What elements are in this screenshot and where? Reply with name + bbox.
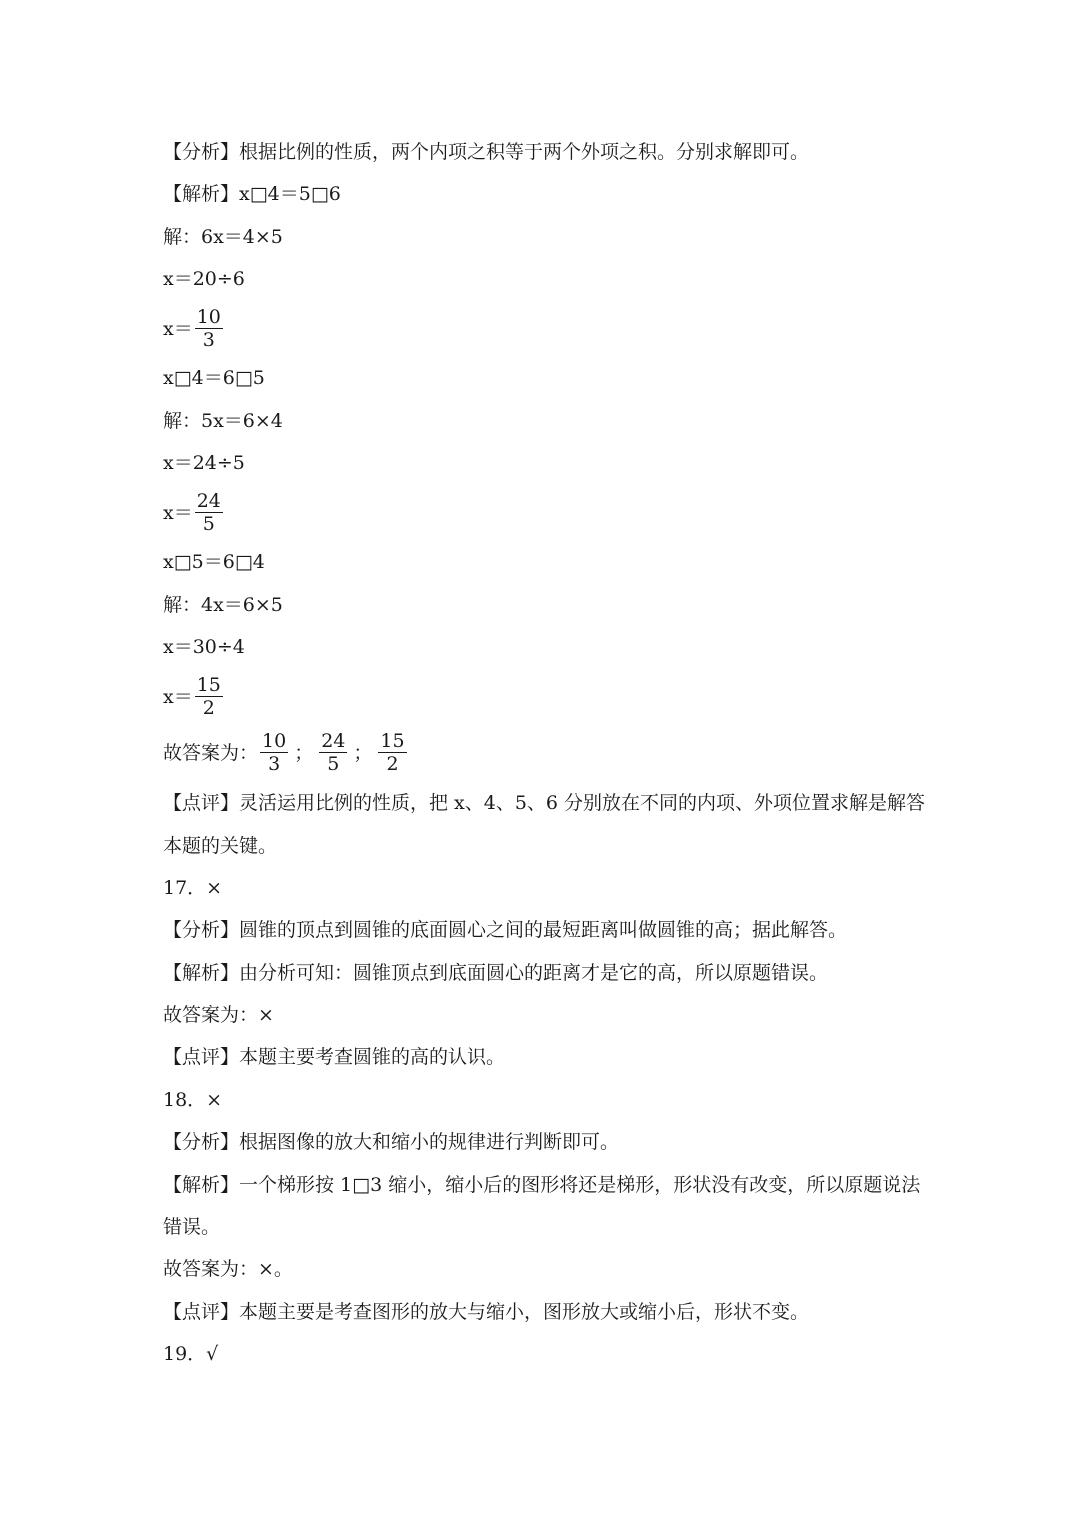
- comment-line: 【点评】灵活运用比例的性质，把 x、4、5、6 分别放在不同的内项、外项位置求解是解答: [163, 792, 926, 814]
- solution-step: 解：4x＝6×5: [163, 594, 283, 616]
- result-prefix: x＝: [163, 685, 193, 708]
- fraction-numerator: 24: [196, 490, 221, 512]
- fraction: [195, 674, 223, 719]
- solution-line-continued: 错误。: [163, 1216, 221, 1238]
- separator: ；: [294, 741, 314, 764]
- solution-header-line: 【解析】由分析可知：圆锥顶点到底面圆心的距离才是它的高，所以原题错误。: [163, 962, 829, 984]
- fraction-numerator: 24: [321, 730, 346, 752]
- separator: ；: [353, 741, 373, 764]
- solution-step: x□4＝6□5: [163, 367, 265, 389]
- question-number: 18．×: [163, 1089, 223, 1111]
- fraction-denominator: 5: [202, 513, 215, 535]
- solution-step: 解：6x＝4×5: [163, 226, 283, 248]
- question-number: 17．×: [163, 877, 223, 899]
- fraction-denominator: 2: [202, 697, 215, 719]
- fraction: [260, 730, 288, 775]
- fraction-numerator: 15: [196, 674, 221, 696]
- analysis-line: 【分析】圆锥的顶点到圆锥的底面圆心之间的最短距离叫做圆锥的高；据此解答。: [163, 919, 848, 941]
- fraction-numerator: 15: [380, 730, 405, 752]
- fraction-numerator: 10: [262, 730, 287, 752]
- answer-line: 故答案为：×: [163, 1004, 274, 1026]
- analysis-line: 【分析】根据比例的性质，两个内项之积等于两个外项之积。分别求解即可。: [163, 141, 810, 163]
- comment-line-continued: 本题的关键。: [163, 835, 278, 857]
- analysis-line: 【分析】根据图像的放大和缩小的规律进行判断即可。: [163, 1131, 620, 1153]
- fraction-denominator: 3: [268, 753, 281, 775]
- solution-step: x＝24÷5: [163, 452, 245, 474]
- comment-line: 【点评】本题主要是考查图形的放大与缩小，图形放大或缩小后，形状不变。: [163, 1301, 810, 1323]
- answer-line: 故答案为：×。: [163, 1258, 293, 1280]
- solution-header-line: 【解析】一个梯形按 1□3 缩小，缩小后的图形将还是梯形，形状没有改变，所以原题说法: [163, 1174, 921, 1196]
- solution-result: [163, 674, 225, 719]
- fraction-denominator: 5: [327, 753, 340, 775]
- solution-result: [163, 306, 225, 351]
- solution-step: x＝20÷6: [163, 268, 245, 290]
- comment-line: 【点评】本题主要考查圆锥的高的认识。: [163, 1046, 506, 1068]
- fraction-denominator: 3: [202, 329, 215, 351]
- fraction: [319, 730, 347, 775]
- answer-line: [163, 730, 409, 775]
- fraction-numerator: 10: [196, 306, 221, 328]
- solution-step: x□5＝6□4: [163, 551, 265, 573]
- fraction: [378, 730, 406, 775]
- solution-header-line: 【解析】x□4＝5□6: [163, 183, 341, 205]
- fraction-denominator: 2: [386, 753, 399, 775]
- solution-step: x＝30÷4: [163, 636, 245, 658]
- solution-step: 解：5x＝6×4: [163, 410, 283, 432]
- fraction: [195, 490, 223, 535]
- solution-result: [163, 490, 225, 535]
- result-prefix: x＝: [163, 501, 193, 524]
- result-prefix: x＝: [163, 317, 193, 340]
- answer-prefix: 故答案为：: [163, 741, 259, 764]
- fraction: [195, 306, 223, 351]
- question-number: 19．√: [163, 1343, 219, 1365]
